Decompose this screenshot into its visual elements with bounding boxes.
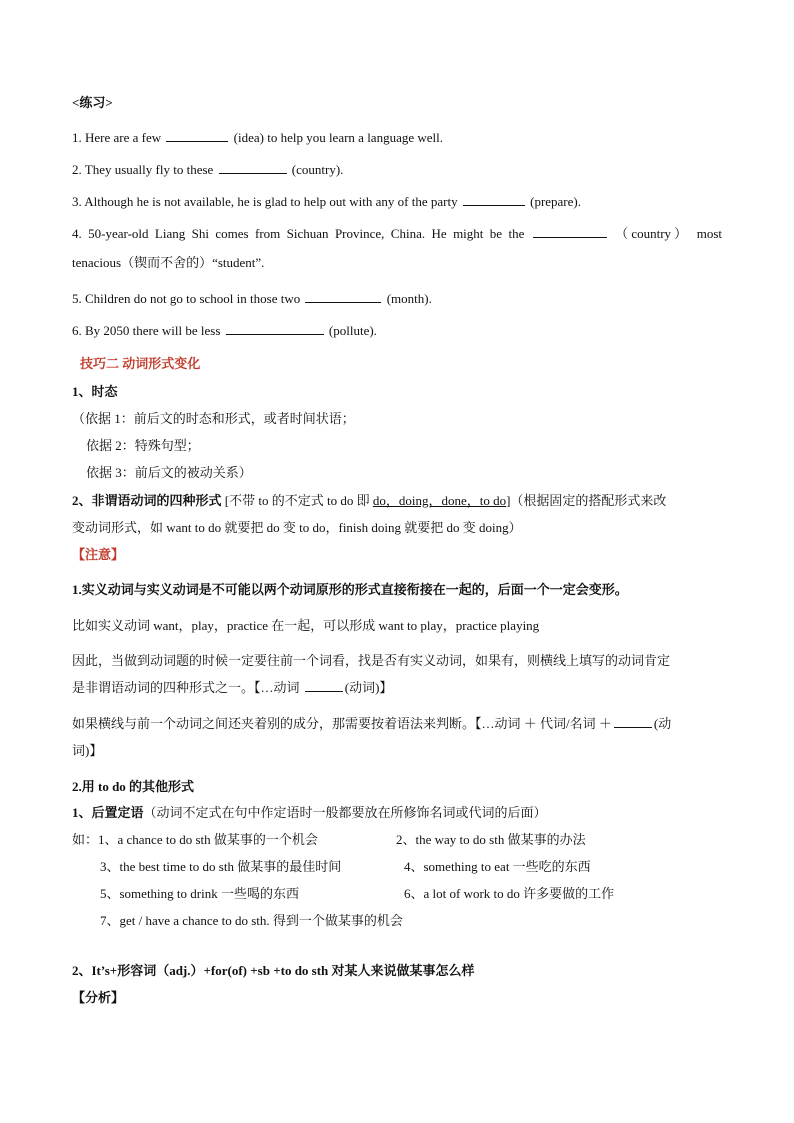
example-5: 5、something to drink 一些喝的东西 — [100, 886, 299, 901]
q4-blank[interactable] — [533, 225, 607, 238]
q2-hint: (country). — [291, 162, 344, 177]
q4-hint: （country） most — [615, 226, 723, 241]
nonfinite-end: ]（根据固定的搭配形式来改 — [506, 493, 667, 508]
attrib-desc: （动词不定式在句中作定语时一般都要放在所修饰名词或代词的后面） — [143, 805, 547, 820]
q5-text: 5. Children do not go to school in those two — [72, 291, 301, 306]
attrib-heading: 1、后置定语 — [72, 805, 144, 820]
para1-line2-end: (动词)】 — [344, 680, 393, 695]
its-heading: 2、It’s+形容词（adj.）+for(of) +sb +to do sth 对某人来说做某事怎么样 — [72, 963, 475, 978]
analysis-heading: 【分析】 — [72, 990, 125, 1005]
q1-hint: (idea) to help you learn a language well. — [233, 130, 443, 145]
q3-blank[interactable] — [463, 193, 525, 206]
note-1-para2-line2: 词)】 — [72, 743, 103, 758]
practice-heading: <练习> — [72, 95, 113, 110]
example-3: 3、the best time to do sth 做某事的最佳时间 — [100, 859, 342, 874]
nonfinite-forms: do，doing，done，to do — [372, 493, 507, 508]
q4-text: 4. 50-year-old Liang Shi comes from Sichuan Province, China. He might be the — [72, 226, 525, 241]
q3-text: 3. Although he is not available, he is glad to help out with any of the party — [72, 194, 458, 209]
question-6 — [72, 322, 377, 340]
para2-line1-end: (动 — [653, 716, 672, 731]
basis-3: 依据 3：前后文的被动关系） — [86, 465, 252, 480]
q6-hint: (pollute). — [328, 323, 377, 338]
nonfinite-line — [72, 492, 666, 510]
example-1: 如：1、a chance to do sth 做某事的一个机会 — [72, 832, 318, 847]
question-5 — [72, 290, 432, 308]
nonfinite-heading: 2、非谓语动词的四种形式 — [72, 493, 222, 508]
q1-blank[interactable] — [166, 129, 228, 142]
q2-blank[interactable] — [219, 161, 287, 174]
para2-line1-text: 如果横线与前一个动词之间还夹着别的成分，那需要按着语法来判断。【…动词 ＋ 代词/名词 ＋ — [72, 716, 612, 731]
q3-hint: (prepare). — [530, 194, 581, 209]
q2-text: 2. They usually fly to these — [72, 162, 214, 177]
note-1-para1-line1: 因此，当做到动词题的时候一定要往前一个词看，找是否有实义动词，如果有，则横线上填写的动词肯定 — [72, 653, 671, 668]
example-6: 6、a lot of work to do 许多要做的工作 — [404, 886, 615, 901]
note-1-para2-line1 — [72, 715, 671, 733]
q1-text: 1. Here are a few — [72, 130, 162, 145]
note-1-example: 比如实义动词 want，play，practice 在一起，可以形成 want to play，practice playing — [72, 618, 540, 633]
para1-blank — [305, 679, 343, 692]
question-4 — [72, 225, 722, 243]
question-3 — [72, 193, 581, 211]
attrib-line — [72, 804, 547, 822]
tense-heading: 1、时态 — [72, 384, 118, 399]
q5-hint: (month). — [386, 291, 432, 306]
todo-heading: 2.用 to do 的其他形式 — [72, 779, 195, 794]
basis-1: （依据 1：前后文的时态和形式，或者时间状语； — [72, 411, 355, 426]
nonfinite-line2: 变动词形式，如 want to do 就要把 do 变 to do，finish doing 就要把 do 变 doing） — [72, 520, 522, 535]
para1-line2-text: 是非谓语动词的四种形式之一。【…动词 — [72, 680, 303, 695]
section-title: 技巧二 动词形式变化 — [80, 356, 201, 371]
example-2: 2、the way to do sth 做某事的办法 — [396, 832, 586, 847]
example-7: 7、get / have a chance to do sth. 得到一个做某事的机会 — [100, 913, 403, 928]
question-1 — [72, 129, 443, 147]
note-1: 1.实义动词与实义动词是不可能以两个动词原形的形式直接衔接在一起的，后面一个一定会变形。 — [72, 582, 628, 597]
note-1-para1-line2 — [72, 679, 392, 697]
question-4-line2: tenacious（锲而不舍的）“student”. — [72, 255, 265, 270]
basis-2: 依据 2：特殊句型； — [86, 438, 200, 453]
q6-text: 6. By 2050 there will be less — [72, 323, 221, 338]
para2-blank — [614, 715, 652, 728]
q6-blank[interactable] — [226, 322, 324, 335]
note-heading: 【注意】 — [72, 547, 125, 562]
example-4: 4、something to eat 一些吃的东西 — [404, 859, 591, 874]
nonfinite-mid: [不带 to 的不定式 to do 即 — [221, 493, 373, 508]
q5-blank[interactable] — [305, 290, 381, 303]
question-2 — [72, 161, 343, 179]
